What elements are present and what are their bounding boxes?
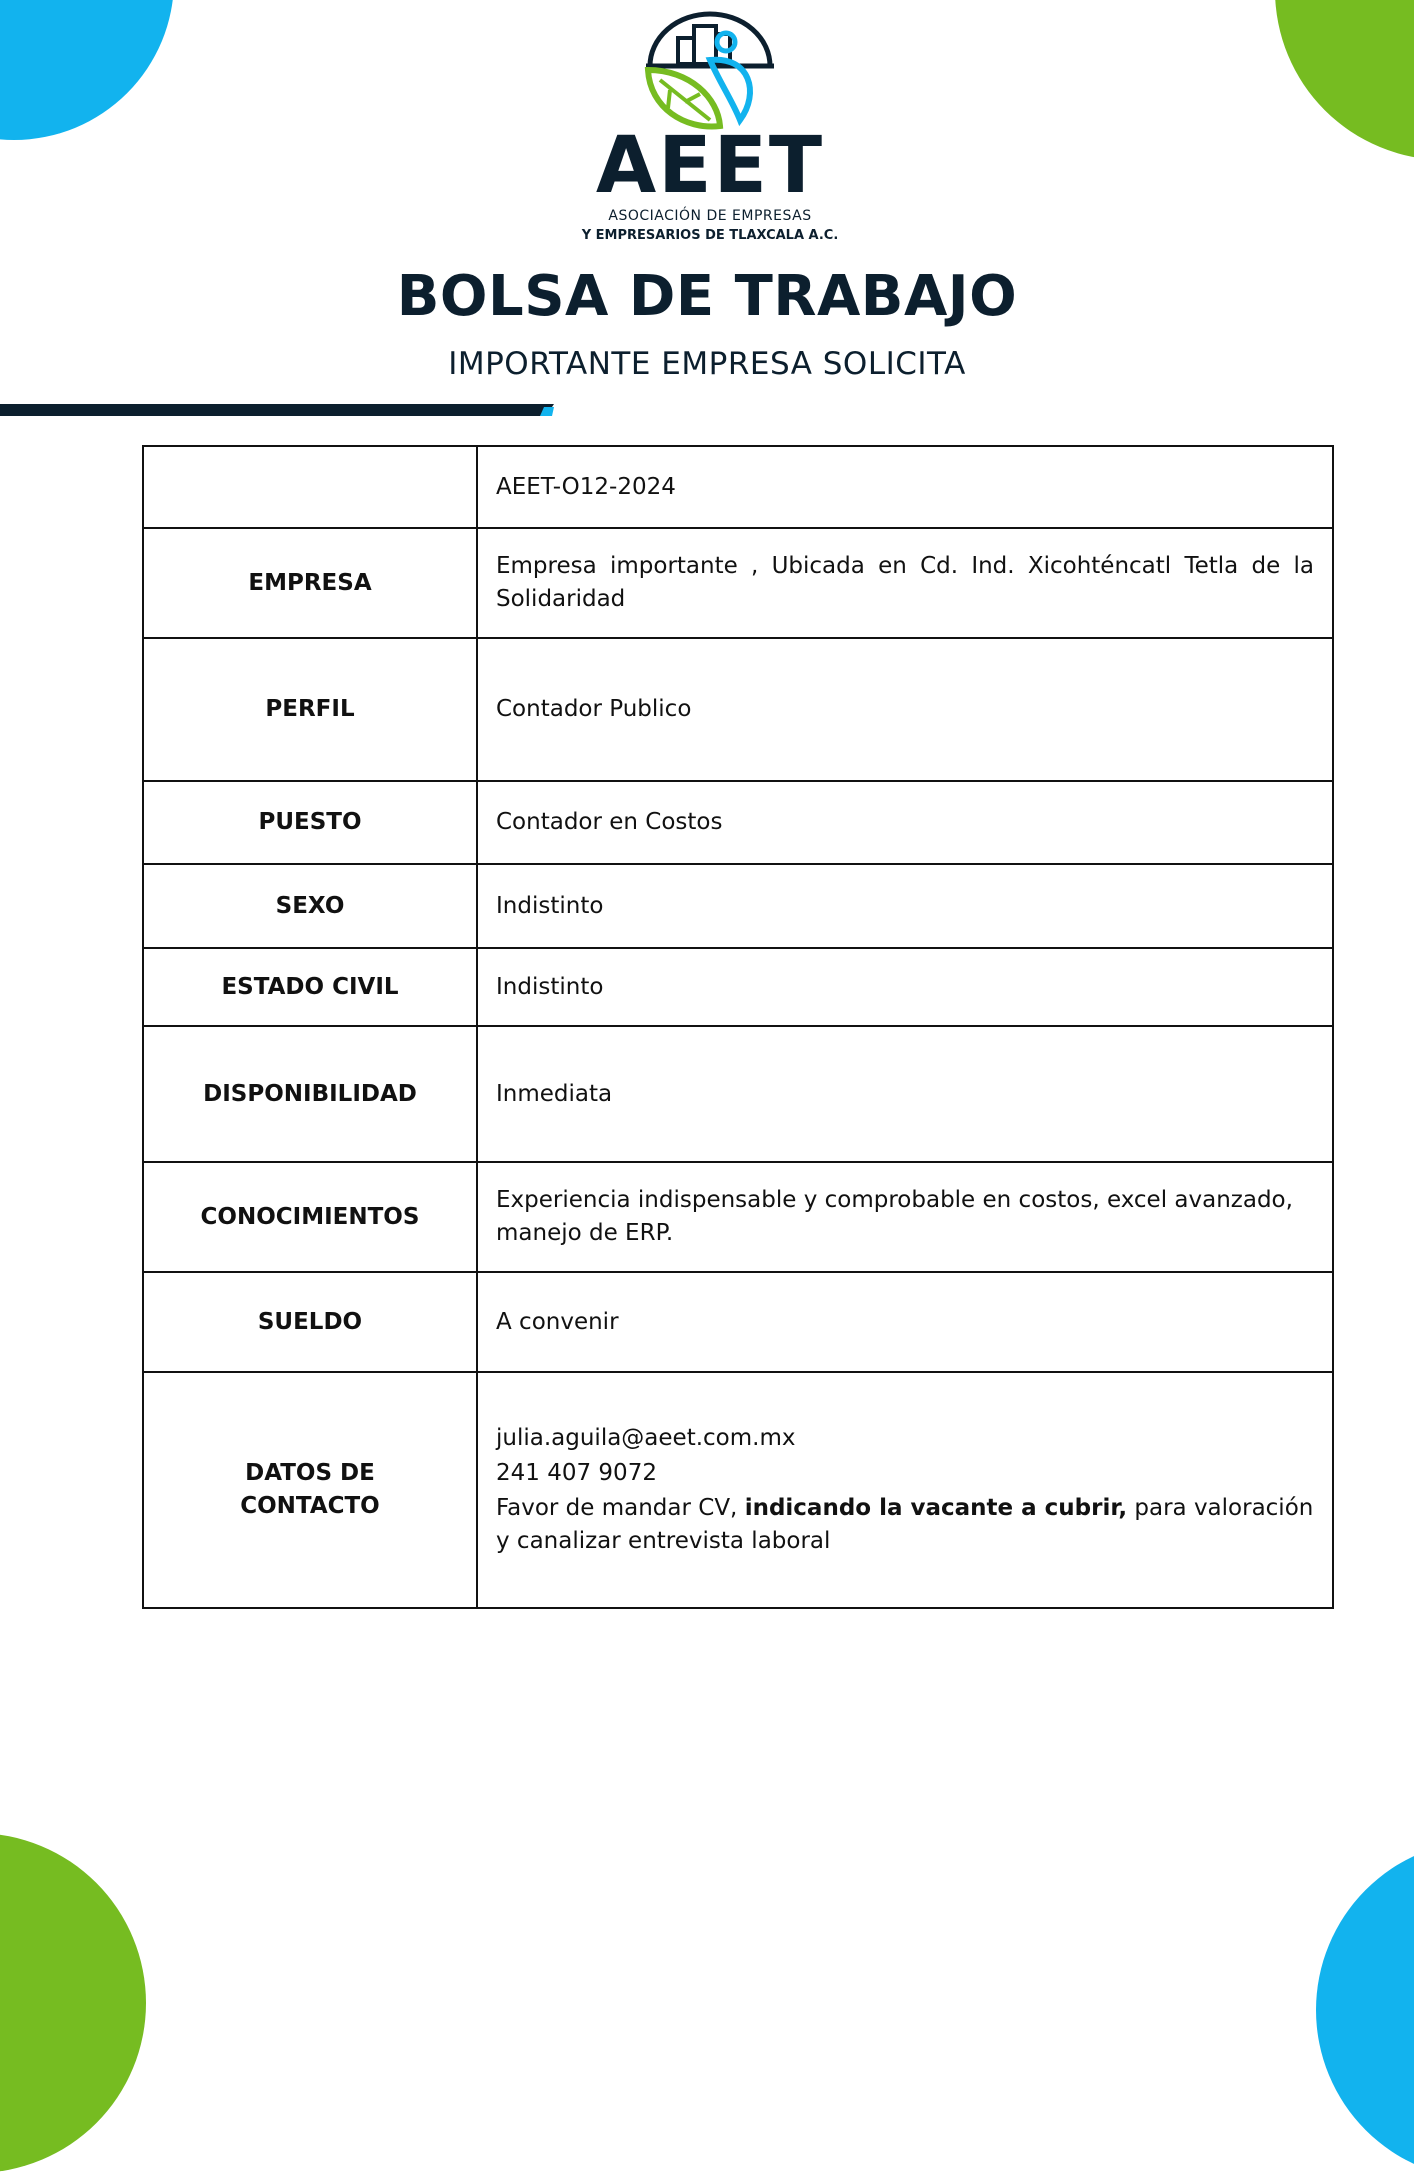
disponibilidad-label: DISPONIBILIDAD — [143, 1026, 477, 1162]
logo-subtitle-1: ASOCIACIÓN DE EMPRESAS — [608, 208, 812, 224]
table-row — [143, 446, 1333, 528]
table-row — [143, 1272, 1333, 1372]
empresa-label: EMPRESA — [143, 528, 477, 638]
corner-circle-bottom-left — [0, 1833, 146, 2173]
contact-note-bold: indicando la vacante a cubrir, — [744, 1495, 1128, 1521]
sexo-value: Indistinto — [477, 864, 1333, 948]
contact-email[interactable]: julia.aguila@aeet.com.mx — [496, 1425, 796, 1451]
aeet-logo — [560, 8, 860, 243]
contact-note-part-b: para valoración y canalizar entrevista laboral — [496, 1495, 1314, 1554]
logo-emblem-icon — [560, 8, 860, 133]
perfil-label: PERFIL — [143, 638, 477, 781]
corner-circle-top-right — [1275, 0, 1414, 160]
contacto-label-line-2: CONTACTO — [240, 1493, 380, 1519]
sueldo-label: SUELDO — [143, 1272, 477, 1372]
sueldo-value: A convenir — [477, 1272, 1333, 1372]
empresa-value: Empresa importante , Ubicada en Cd. Ind. Xicohténcatl Tetla de la Solidaridad — [477, 528, 1333, 638]
folio-value: AEET-O12-2024 — [477, 446, 1333, 528]
puesto-value: Contador en Costos — [477, 781, 1333, 864]
table-row — [143, 1026, 1333, 1162]
puesto-label: PUESTO — [143, 781, 477, 864]
table-row — [143, 864, 1333, 948]
table-row — [143, 638, 1333, 781]
job-table — [142, 445, 1334, 1609]
table-row — [143, 781, 1333, 864]
contact-phone[interactable]: 241 407 9072 — [496, 1460, 657, 1486]
estado-civil-label: ESTADO CIVIL — [143, 948, 477, 1026]
estado-civil-value: Indistinto — [477, 948, 1333, 1026]
conocimientos-label: CONOCIMIENTOS — [143, 1162, 477, 1272]
perfil-value: Contador Publico — [477, 638, 1333, 781]
table-row — [143, 948, 1333, 1026]
page-subtitle: IMPORTANTE EMPRESA SOLICITA — [448, 346, 966, 382]
page-title: BOLSA DE TRABAJO — [396, 264, 1018, 329]
table-row — [143, 528, 1333, 638]
logo-wordmark: AEET — [595, 121, 825, 211]
contacto-label — [143, 1372, 477, 1608]
folio-label-cell — [143, 446, 477, 528]
logo-subtitle-2: Y EMPRESARIOS DE TLAXCALA A.C. — [581, 228, 839, 243]
sexo-label: SEXO — [143, 864, 477, 948]
conocimientos-value: Experiencia indispensable y comprobable en costos, excel avanzado, manejo de ERP. — [477, 1162, 1333, 1272]
table-row — [143, 1162, 1333, 1272]
disponibilidad-value: Inmediata — [477, 1026, 1333, 1162]
contacto-label-line-1: DATOS DE — [245, 1460, 375, 1486]
contacto-value — [477, 1372, 1333, 1608]
corner-circle-bottom-right — [1316, 1840, 1414, 2180]
contact-note-part-a: Favor de mandar CV, — [496, 1495, 745, 1521]
header-divider — [0, 404, 554, 416]
corner-circle-top-left — [0, 0, 174, 140]
contact-note — [496, 1492, 1314, 1558]
table-row — [143, 1372, 1333, 1608]
